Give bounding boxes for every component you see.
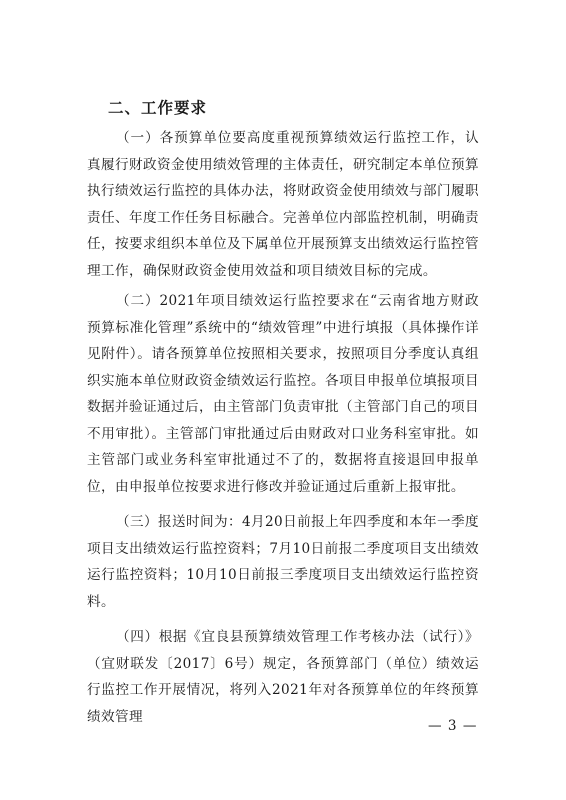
paragraph-2: （二）2021年项目绩效运行监控要求在“云南省地方财政预算标准化管理”系统中的“绩效管理”中进行填报（具体操作详见附件）。请各预算单位按照相关要求，按照项目分季度认真组织实施本单位财政资金绩效运行监控。各项目申报单位填报项目数据并验证通过后，由主管部门负责审批（主管部门自己的项目不用审批）。主管部门审批通过后由财政对口业务科室审批。如主管部门或业务科室审批通过不了的，数据将直接退回申报单位，由申报单位按要求进行修改并验证通过后重新上报审批。 [87, 293, 479, 495]
paragraph-1: （一）各预算单位要高度重视预算绩效运行监控工作，认真履行财政资金使用绩效管理的主体责任，研究制定本单位预算执行绩效运行监控的具体办法，将财政资金使用绩效与部门履职责任、年度工作任务目标融合。完善单位内部监控机制，明确责任，按要求组织本单位及下属单位开展预算支出绩效运行监控管理工作，确保财政资金使用效益和项目绩效目标的完成。 [87, 130, 479, 279]
section-heading: 二、工作要求 [108, 99, 208, 117]
paragraph-4: （四）根据《宜良县预算绩效管理工作考核办法（试行）》（宜财联发〔2017〕6号）规定，各预算部门（单位）绩效运行监控工作开展情况，将列入2021年对各预算单位的年终预算绩效管理 [87, 629, 479, 725]
page-number: — 3 — [428, 718, 478, 734]
paragraph-3: （三）报送时间为：4月20日前报上年四季度和本年一季度项目支出绩效运行监控资料；7月10日前报二季度项目支出绩效运行监控资料；10月10日前报三季度项目支出绩效运行监控资料。 [87, 514, 479, 610]
